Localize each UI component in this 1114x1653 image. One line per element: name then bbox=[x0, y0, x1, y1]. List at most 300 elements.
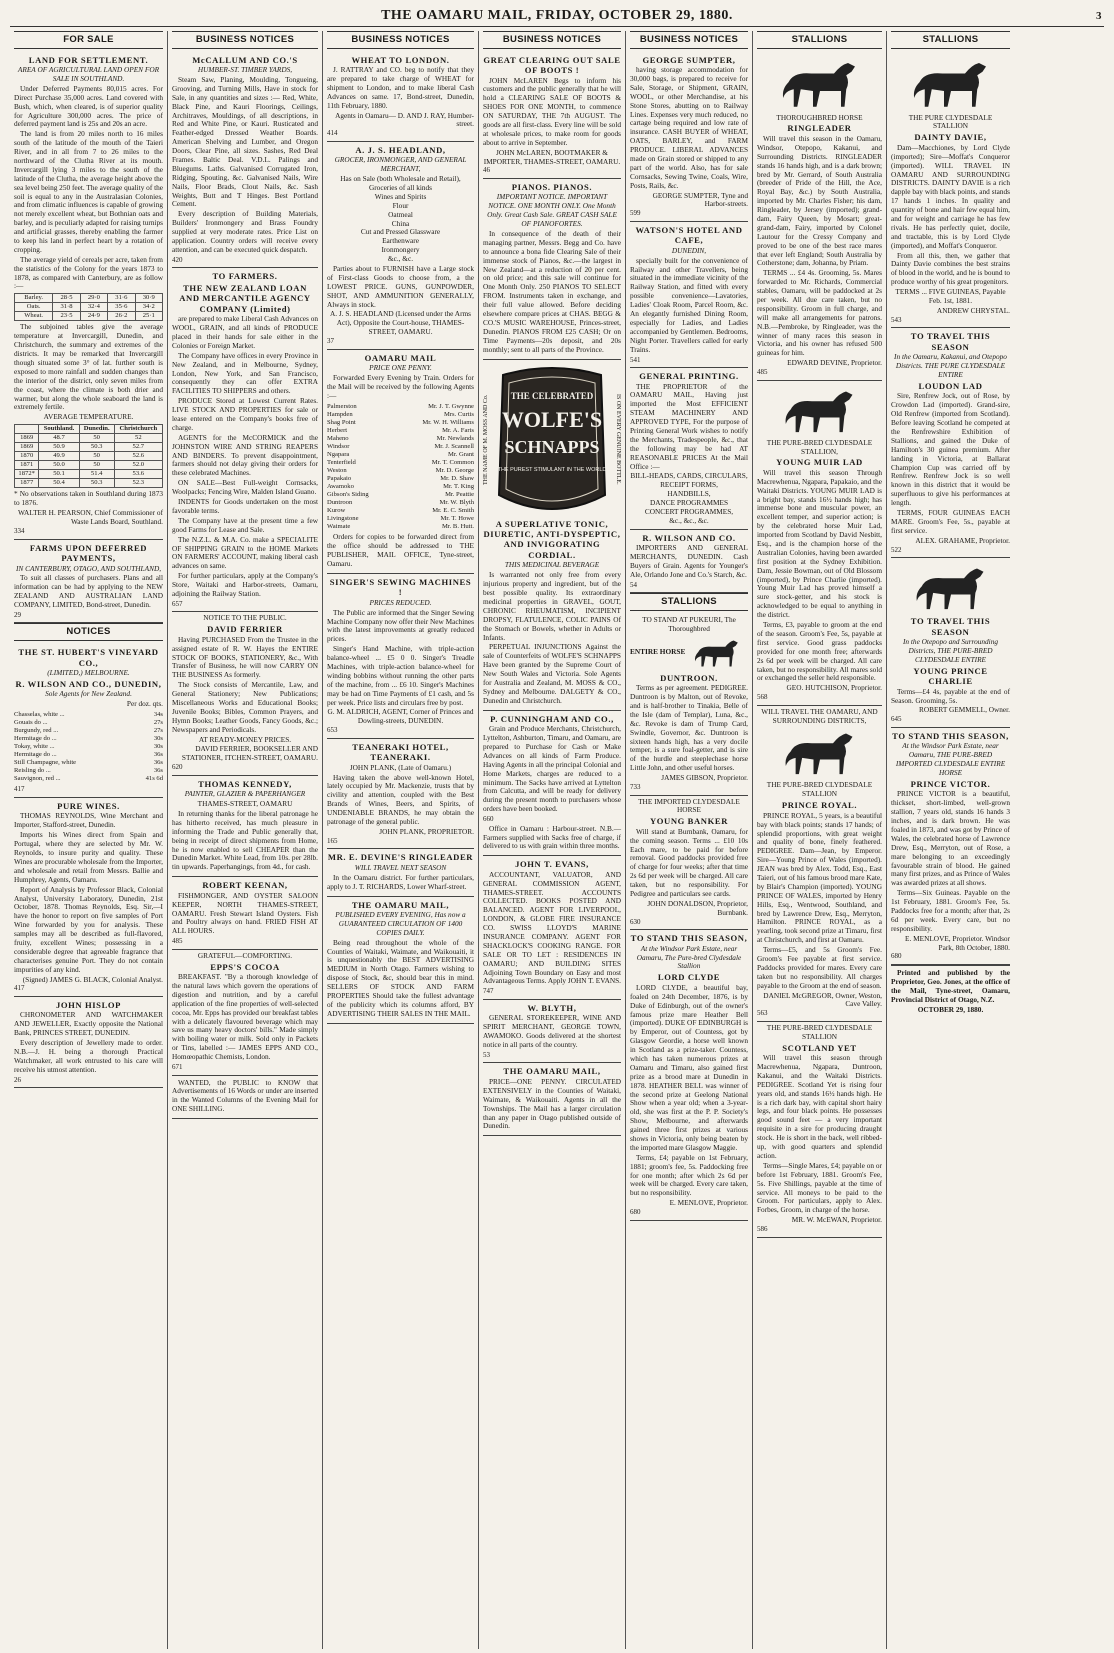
list-item bbox=[14, 751, 163, 759]
ad-number: 485 bbox=[172, 937, 183, 946]
ad-title: FARMS UPON DEFERRED PAYMENTS, bbox=[29, 542, 148, 564]
list-item bbox=[327, 419, 474, 427]
ad-title: THE OAMARU MAIL, bbox=[503, 1066, 601, 1077]
ad-loudon-lad bbox=[891, 328, 1010, 558]
ad-text: Is warranted not only free from every injurious property and ingredient, but of the best possible quality. Its extraordinary medicinal properties in GRAVEL, GOUT, CHRONIC RHEUMATISM, INCIPIENT DROPSY, FLATULENCE, COLIC PAINS Of the Stomach or Bowels, whether in Adults or Infants. bbox=[483, 570, 621, 642]
list-item bbox=[327, 467, 474, 475]
ad-david-ferrier bbox=[172, 612, 318, 775]
ad-text: AT READY-MONEY PRICES. bbox=[198, 734, 292, 744]
ad-number: 54 bbox=[630, 580, 637, 589]
ad-text: THOMAS REYNOLDS, Wine Merchant and Importer, Stafford-street, Dunedin. bbox=[14, 811, 163, 830]
list-item bbox=[327, 459, 474, 467]
ad-number: 522 bbox=[891, 545, 902, 554]
price-label: Per doz. qts. bbox=[126, 699, 163, 709]
ad-title: THE ST. HUBERT'S VINEYARD CO., bbox=[18, 647, 159, 668]
table-row bbox=[15, 294, 163, 303]
horse-name: SCOTLAND YET bbox=[782, 1042, 857, 1053]
table-cell: 53.6 bbox=[114, 470, 162, 479]
ad-number: 680 bbox=[891, 952, 902, 961]
column-5 bbox=[626, 31, 753, 1649]
agent-town: Kurow bbox=[327, 507, 346, 515]
horse-illustration bbox=[772, 56, 868, 112]
horse-illustration bbox=[903, 56, 999, 112]
list-item bbox=[14, 759, 163, 767]
ad-wilson-merchants bbox=[630, 530, 748, 594]
agent-name: Mr. Grant bbox=[447, 450, 474, 458]
table-cell: 50.9 bbox=[39, 443, 79, 452]
agent-name: Mr. T. Howe bbox=[440, 515, 474, 523]
ad-duntroon-horse bbox=[630, 614, 748, 796]
section-header-business-notices: BUSINESS NOTICES bbox=[172, 31, 318, 49]
column-7 bbox=[887, 31, 1014, 1649]
table-row bbox=[15, 303, 163, 312]
ad-text: The land is from 20 miles north to 16 miles south of the latitude of the mouth of the Taieri River, and in all from 7 to 26 miles to the northward of the Clutha River at its mouth. Invercargill lying 3 miles to the south of the latitude of the Clutha, the average height above the sea level being 250 feet. The average quality of the soil is equal to any in the Australasian Colonies, and from climatic influences is capable of growing not merely excellent wheat, but Bothnian oats and barley, and is peculiarly adapted for raising turnips and artificial grasses, thereby enabling the farmer to keep his land in perfect heart by a rotation of cropping. bbox=[14, 129, 163, 254]
table-cell: Oats. bbox=[15, 303, 53, 312]
ad-number: 414 bbox=[327, 129, 338, 138]
ad-text: Dam—Macchiones, by Lord Clyde (imported); Sire—Moffat's Conqueror (imported). WILL TRAVEL IN OAMARU AND SURROUNDING DISTRICTS. DAINTY DAVIE is a rich dapple bay with black points, and stands 17 hands 1 inches. In quality and quantity of bone and hair few equal him, and for weight and carriage he has few rivals. He has perfectly quiet, docile, and tractable, this is by Lord Clyde (imported), and Moffat's Conqueror. bbox=[891, 142, 1010, 250]
ad-signature: G. M. ALDRICH, AGENT, Corner of Princes and Dowling-streets, DUNEDIN. bbox=[327, 707, 474, 726]
ad-subtitle: In the Otepopo and Surrounding Districts, THE PURE-BRED CLYDESDALE ENTIRE bbox=[903, 637, 998, 664]
ad-text: INDENTS for Goods undertaken on the most favorable terms. bbox=[172, 497, 318, 515]
ad-text: Having PURCHASED From the Trustee in the assigned estate of R. W. Hayes the ENTIRE STOCK OF BOOKS, STATIONERY, &c., With Transfer of Business, he will now CARRY ON THE BUSINESS As formerly. bbox=[172, 634, 318, 680]
ad-headland-grocer bbox=[327, 142, 474, 350]
ad-subtitle: HUMBER-ST. TIMBER YARDS, bbox=[197, 65, 293, 75]
agent-name: Mr. Newlands bbox=[436, 434, 474, 442]
ad-subtitle: IMPORTANT NOTICE. IMPORTANT NOTICE. ONE MONTH ONLY. One Month Only. Great Cash Sale. GREAT CASH SALE OF PIANOFORTES. bbox=[487, 192, 617, 229]
table-row bbox=[15, 452, 163, 461]
agent-town: Hampden bbox=[327, 410, 353, 418]
list-item bbox=[14, 775, 163, 783]
agent-name: Mr. Peattie bbox=[445, 491, 474, 499]
agent-name: Mr. J. Scannell bbox=[434, 442, 474, 450]
table-cell: 29·0 bbox=[80, 294, 107, 303]
table-header-cell: Dunedin. bbox=[79, 425, 114, 434]
ad-text: For further particulars, apply at the Company's Store, Waitaki and Harbor-streets, Oamaru, adjoining the Railway Station. bbox=[172, 571, 318, 598]
ad-subtitle: (LIMITED,) MELBOURNE. bbox=[47, 668, 130, 678]
ad-number: 165 bbox=[327, 836, 338, 845]
agent-town: Ngapara bbox=[327, 450, 350, 458]
ad-number: 46 bbox=[483, 166, 490, 175]
ad-number: 26 bbox=[14, 1075, 21, 1084]
table-row bbox=[15, 312, 163, 321]
list-item: CONCERT PROGRAMMES, bbox=[644, 506, 734, 516]
ad-title: PURE WINES. bbox=[57, 801, 120, 811]
ad-signature: ANDREW CHRYSTAL. bbox=[936, 305, 1010, 315]
ad-text: The Public are informed that the Singer Sewing Machine Company now offer their New Machines with the latest improvements at greatly reduced prices. bbox=[327, 607, 474, 644]
agent-name: Mr. D. Shaw bbox=[440, 474, 474, 482]
ad-text: The subjoined tables give the average temperature at Invercargill, Dunedin, and Christchurch, the summary and extremes of the districts. It may be remarked that Invercargill though situated some 3° of lat. further south is exposed to more rainfall and sudden changes than the interior of the district, only seven miles from the coast, where the climate is both drier and warmer, but along the whole seaboard the land is extremely fertile. bbox=[14, 322, 163, 412]
ad-text: Terms—£4 4s, payable at the end of Season. Grooming, 5s. bbox=[891, 686, 1010, 705]
ad-title: TEANERAKI HOTEL, TEANERAKI. bbox=[352, 741, 449, 763]
list-item bbox=[14, 767, 163, 775]
table-cell: 23·5 bbox=[53, 312, 80, 321]
list-item bbox=[14, 727, 163, 735]
column-6 bbox=[753, 31, 887, 1649]
agent-name: Mr. W. H. Williams bbox=[422, 418, 474, 426]
schnapps-brand-line-3: SCHNAPPS bbox=[504, 436, 600, 457]
ad-text: Every description of Jewellery made to order. N.B.—J. H. being a thorough Practical Watchmaker, all work entrusted to his care will receive his utmost attention. bbox=[14, 1038, 163, 1074]
ad-title: GEORGE SUMPTER, bbox=[642, 54, 736, 65]
wine-price: 36s bbox=[153, 759, 163, 767]
horse-illustration bbox=[691, 636, 743, 670]
table-cell: 1871 bbox=[15, 461, 39, 470]
ad-title: JOHN T. EVANS, bbox=[515, 859, 589, 870]
list-item: HANDBILLS, bbox=[667, 489, 711, 499]
table-cell: 50.3 bbox=[79, 443, 114, 452]
table-cell: Wheat. bbox=[15, 312, 53, 321]
horse-name: DAINTY DAVIE, bbox=[914, 132, 987, 143]
ad-text: having storage accommodation for 30,000 bags, is prepared to receive for Sale, Storage, or Shipment, GRAIN, WOOL, or other Merchandise, at his Stone Stores, abutting on to Railway Lines. Expenses very much reduced, no cartage being required and low rate of insurance. CASH BUYER of WHEAT, OATS, BARLEY, and FARM PRODUCE. LIBERAL ADVANCES made on Grain stored or shipped to any part of the world. Also, has for sale Cornsacks, Sewing Twine, Coals, Wire, Posts, Rails, &c. bbox=[630, 65, 748, 190]
page-number: 3 bbox=[1096, 10, 1102, 22]
ad-signature: ALEX. GRAHAME, Proprietor. bbox=[915, 535, 1010, 545]
list-item bbox=[327, 403, 474, 411]
table-header-cell: Southland. bbox=[39, 425, 79, 434]
ad-subtitle: GROCER, IRONMONGER, AND GENERAL MERCHANT, bbox=[334, 155, 467, 174]
table-cell: 49.9 bbox=[39, 452, 79, 461]
ad-subtitle: WILL TRAVEL NEXT SEASON bbox=[354, 862, 447, 872]
agent-town: Duntroon bbox=[327, 499, 353, 507]
ad-text: Terms—Six Guineas. Payable on the 1st February, 1881. Groom's Fee, 5s. Paddocks free for a month; after that, 2s 6d per week. Every care, but no responsibility. bbox=[891, 888, 1010, 933]
list-item: Ironmongery bbox=[381, 245, 420, 255]
ad-farms-deferred bbox=[14, 540, 163, 624]
wine-name: Hermitage do ... bbox=[14, 751, 57, 759]
list-item: Has on Sale (both Wholesale and Retail), Groceries of all kinds bbox=[340, 174, 461, 192]
list-item bbox=[14, 719, 163, 727]
ad-number: 657 bbox=[172, 599, 183, 608]
section-header-for-sale: FOR SALE bbox=[14, 31, 163, 49]
ad-number: 671 bbox=[172, 1063, 183, 1071]
yield-table bbox=[14, 293, 163, 321]
ad-subtitle: PRICE ONE PENNY. bbox=[369, 363, 432, 373]
table-cell: 51.4 bbox=[79, 470, 114, 479]
ad-signature: JAMES GIBSON, Proprietor. bbox=[661, 773, 748, 783]
ad-text: Grain and Produce Merchants, Christchurch, Lyttelton, Ashburton, Timaru, and Oamaru, are prepared to Purchase for Cash or Make Advances on all kinds of Farm Produce. Having Agents in all the principal Colonial and Home Markets, charges are reduced to a minimum. The Sacks have arrived at Lyttelton from Calcutta, and will be ready for delivery during the present month to purchasers whose orders have been booked. bbox=[483, 724, 622, 814]
ad-text: Singer's Hand Machine, with triple-action balance-wheel ... £5 0 0. Singer's Treadle Machines, with triple-action balance-wheel for winding bobbins without running the other parts of the machine, from ... £6 10. Singer's Machines may be had on Time Payments of £1 cash, and 5s per week. Price lists and circulars free by post. bbox=[327, 644, 474, 707]
ad-signature: A. J. S. HEADLAND (Licensed under the Arms Act), Opposite the Court-house, THAMES-STREET, OAMARU. bbox=[329, 309, 472, 337]
horse-name: LOUDON LAD bbox=[918, 380, 983, 391]
wine-price: 36s bbox=[153, 767, 163, 775]
list-item bbox=[327, 443, 474, 451]
ad-pianos bbox=[483, 179, 621, 360]
ad-text: specially built for the convenience of Railway and other Travellers, being situated in the immediate vicinity of the Railway Station, and fitted with every possible convenience—Lavatories, Ladies' Cloak Room, Parcel Room, &c. An elegantly furnished Dining Room, especially for Ladies, and Ladies accompanied by Gentlemen. Bedrooms, Night Porter. Travellers called for early Trains. bbox=[630, 255, 748, 354]
list-item: Wines and Spirits bbox=[374, 191, 427, 201]
ad-signature: JOHN PLANK, PROPRIETOR. bbox=[379, 826, 474, 836]
table-row bbox=[15, 443, 163, 452]
table-row bbox=[15, 434, 163, 443]
ad-wheat-to-london bbox=[327, 52, 474, 142]
ad-text: Office in Oamaru : Harbour-street. N.B.—Farmers supplied with Sacks free of charge, if delivered to us with grain within three months. bbox=[483, 823, 621, 851]
ad-ringleader bbox=[757, 52, 882, 381]
horse-name: YOUNG PRINCE CHARLIE bbox=[913, 665, 988, 687]
ad-text: Terms as per agreement. PEDIGREE. Duntroon is by Malton, out of Revoke, and is half-brother to Tinakia, Belle of the Isle (dam of Templar), Luna, &c., &c. Revoke is dam of Trump Card, Swindle, Governor, &c. Duntroon is sixteen hands high, has a very docile temper, is a sure foal-getter, and is sire of the hurdle and steeplechase horse Little John, and other useful horses. bbox=[630, 683, 748, 773]
section-header-stallions: STALLIONS bbox=[757, 31, 882, 49]
list-item bbox=[327, 435, 474, 443]
ad-title: P. CUNNINGHAM AND CO., bbox=[490, 713, 614, 724]
table-cell: 28·5 bbox=[53, 294, 80, 303]
horse-name: YOUNG MUIR LAD bbox=[776, 457, 863, 468]
ad-subtitle: DUNEDIN, bbox=[671, 245, 707, 255]
list-item: RECEIPT FORMS, bbox=[660, 480, 718, 490]
ad-number: 586 bbox=[757, 1225, 768, 1234]
ad-subtitle: THE PURE-BRED CLYDESDALE STALLION, bbox=[766, 437, 873, 456]
table-cell: 1870 bbox=[15, 452, 39, 461]
ad-subtitle: PAINTER, GLAZIER & PAPERHANGER bbox=[184, 789, 306, 799]
list-item bbox=[327, 499, 474, 507]
ad-text: JOHN McLAREN Begs to inform his customers and the public generally that he will hold a CLEARING SALE OF BOOTS & SHOES FOR ONE MONTH, to commence ON SATURDAY, THE 7th AUGUST. The goods are all first-class. Every line will be sold at wholesale prices, to make room for goods about to arrive in September. bbox=[483, 75, 621, 147]
ad-general-printing bbox=[630, 368, 748, 530]
ad-title: WATSON'S HOTEL AND CAFE, bbox=[635, 224, 743, 246]
side-text-right: IS ON EVERY GENUINE BOTTLE. bbox=[615, 394, 621, 485]
table-cell: 52.6 bbox=[114, 452, 162, 461]
ad-signature: (Signed) JAMES G. BLACK, Colonial Analyst. bbox=[22, 974, 163, 984]
section-header-business-notices: BUSINESS NOTICES bbox=[483, 31, 621, 49]
list-item: &c., &c., &c. bbox=[669, 515, 709, 525]
ad-signature: ROBERT GEMMELL, Owner. bbox=[918, 705, 1010, 715]
column-2 bbox=[168, 31, 323, 1649]
ad-text: AGENTS for the McCORMICK and the JOHNSTON WIRE AND STRING REAPERS AND BINDERS. To prevent disappointment, farmers should not delay giving their orders for these celebrated Machines. bbox=[172, 432, 318, 478]
ad-title: LAND FOR SETTLEMENT. bbox=[28, 54, 149, 65]
ad-text: Terms—£5, and 5s Groom's Fee. Groom's Fee payable at first service. Paddocks provided for mares. Every care taken but no responsibility. All charges payable to the Groom at the end of season. bbox=[757, 945, 882, 990]
ad-title: McCALLUM AND CO.'S bbox=[192, 54, 298, 65]
wine-name: Still Champagne, white bbox=[14, 759, 77, 767]
ad-prince-royal bbox=[757, 706, 882, 1022]
table-cell: 52 bbox=[114, 434, 162, 443]
ad-number: 568 bbox=[757, 693, 768, 702]
ad-cunningham bbox=[483, 711, 621, 857]
imprint-date: OCTOBER 29, 1880. bbox=[917, 1004, 984, 1014]
wine-name: Tokay, white ... bbox=[14, 743, 55, 751]
ad-nz-loan bbox=[172, 268, 318, 612]
ad-title: GENERAL PRINTING. bbox=[639, 371, 739, 382]
table-header-cell: Christchurch bbox=[114, 425, 162, 434]
ad-subtitle: In the Oamaru, Kakanui, and Otepopo Districts. THE PURE CLYDESDALE ENTIRE bbox=[894, 352, 1007, 380]
ad-oamaru-mail bbox=[327, 350, 474, 574]
ad-title: OAMARU MAIL bbox=[364, 352, 437, 363]
list-item: BILL-HEADS, CARDS, CIRCULARS, bbox=[630, 471, 748, 481]
ad-text: THE PROPRIETOR of the OAMARU MAIL, Having just imported the Most EFFICIENT STEAM MACHINERY AND APPROVED TYPE, For the purpose of Printing General Work wishes to notify the Merchants, Tradespeople, &c., that the following may be had AT REASONABLE PRICES At the Mail Office :— bbox=[630, 381, 748, 471]
ad-signature: Agents in Oamaru— D. AND J. RAY, Humber-street. bbox=[335, 110, 474, 129]
table-cell: 48.7 bbox=[39, 434, 79, 443]
ad-subtitle: GRATEFUL—COMFORTING. bbox=[197, 950, 293, 960]
table-cell: 50.3 bbox=[79, 479, 114, 488]
ad-oamaru-mail-circulation bbox=[327, 897, 474, 1024]
table-cell: 35·6 bbox=[108, 303, 135, 312]
section-header-stallions: STALLIONS bbox=[630, 593, 748, 611]
ad-text: In consequence of the death of their managing partner, Messrs. Begg and Co. have to announce a bona fide Clearing Sale of their immense stock of Pianos, &c.—the largest in New Zealand—at a reduction of 20 per cent. on old price; and this sale will continue for One Month Only. 250 PIANOS TO SELECT FROM. Instruments taken in exchange, and their full value allowed. Before deciding elsewhere compare prices at CHAS. BEGG & CO.'S MUSIC WAREHOUSE, Princes-street, Dunedin. PIANOS FROM £25 CASH; Or on Time Payments—20s deposit, and 20s monthly; sent to all parts of the Province. bbox=[483, 229, 621, 354]
ad-number: 630 bbox=[630, 917, 641, 926]
agent-name: R. WILSON AND CO., DUNEDIN, bbox=[15, 678, 162, 689]
agent-town: Maheno bbox=[327, 434, 349, 442]
agent-town: Livingstone bbox=[327, 515, 359, 523]
ad-number: 733 bbox=[630, 782, 641, 791]
ad-text: To suit all classes of purchasers. Plans and all information can be had by applying to the NEW ZEALAND AND AUSTRALIAN LAND COMPANY, LIMITED, Bond-street, Dunedin. bbox=[14, 573, 163, 610]
agent-town: Weston bbox=[327, 466, 347, 474]
section-label: TO FARMERS. bbox=[212, 271, 278, 282]
ad-text: FISHMONGER, AND OYSTER SALOON KEEPER, NORTH THAMES-STREET, OAMARU. Fresh Stewart Island Oysters. Fish and Poultry always on hand. FRIED FISH AT ALL HOURS. bbox=[172, 890, 318, 936]
ad-subtitle: At the Windsor Park Estate, near Oamaru, The Pure-bred Clydesdale Stallion bbox=[636, 943, 742, 971]
section-header-notices: NOTICES bbox=[14, 623, 163, 641]
table-cell: 31·8 bbox=[53, 303, 80, 312]
table-row bbox=[15, 479, 163, 488]
table-cell: 32·4 bbox=[80, 303, 107, 312]
ad-signature: DAVID FERRIER, BOOKSELLER AND STATIONER, ITCHEN-STREET, OAMARU. bbox=[181, 744, 318, 763]
ad-subtitle: IN CANTERBURY, OTAGO, AND SOUTHLAND, bbox=[15, 563, 162, 573]
ad-text: Having taken the above well-known Hotel, lately occupied by Mr. Mackenzie, trusts that by civility and attention, coupled with the Best Brands of Wines, Beers, and Spirits, of UNDENIABLE BRANDS, he may obtain the patronage of the general public. bbox=[327, 772, 474, 827]
temperature-table bbox=[14, 424, 163, 488]
ad-text: Parties about to FURNISH have a Large stock of First-class Goods to choose from, a the LOWEST PRICE. GUNS, GUNPOWDER, SHOT, AND AMMUNITION GENERALLY, Always in stock. bbox=[327, 264, 474, 309]
ad-lord-clyde bbox=[630, 930, 748, 1220]
ad-text: Steam Saw, Planing, Moulding, Tongueing, Grooving, and Turning Mills, Have in stock for Sale, in any quantities and sizes :— Red, White, Black Pine, and Kauri Floorings, Ceilings, Architraves, Mouldings, of all descriptions, in Red and White Pine, or Kauri. Rusticated and Feather-edged Dressed Weather Boards. American Shelving and Lumber, and Oregon Doors, Clear Pine, all sizes. Sashes, Red Deal Frames. Baltic Deal. V.D.L. Palings and Bluegums. Laths. Galvanised Corrugated Iron, Ridging, Spouting, &c. Galvanised Nails, Wire Nails, Floor Brads, Clout Nails, &c. Sash Weights, Butt and T Hinges. Best Portland Cement. bbox=[172, 74, 318, 209]
ad-title: MR. E. DEVINE'S RINGLEADER bbox=[327, 852, 474, 863]
ad-subtitle: AREA OF AGRICULTURAL LAND OPEN FOR SALE IN SOUTHLAND. bbox=[17, 65, 160, 83]
ad-title: A SUPERLATIVE TONIC, DIURETIC, ANTI-DYSPEPTIC, AND INVIGORATING CORDIAL. bbox=[483, 518, 621, 560]
table-row bbox=[15, 461, 163, 470]
ad-title: WILL TRAVEL THE OAMARU, AND SURROUNDING DISTRICTS, bbox=[761, 706, 878, 725]
ad-signature: GEORGE SUMPTER, Tyne and Harbor-streets. bbox=[652, 190, 748, 209]
ad-text: Will travel this season through Macrewhenua, Ngapara, Duntroon, Kakanui, and the Waitaki Districts. PEDIGREE. Scotland Yet is rising four years old, and stands 16½ hands high. He is a rich dark bay, with capital short hairy legs, and four black points. He possesses good sound feet — a very important requisite in a sire for producing draught stock. He is short in the back, well ribbed-up, with good quarters and splendid action. bbox=[757, 1053, 882, 1160]
ad-number: 620 bbox=[172, 763, 183, 772]
table-cell: 1869 bbox=[15, 434, 39, 443]
list-item bbox=[327, 491, 474, 499]
ad-text: Report of Analysis by Professor Black, Colonial Analyst, University Laboratory, Dunedin, 21st October, 1878. Thomas Reynolds, Esq. Sir,—I have the honor to report on five samples of Port Wine forwarded by you for analysis. These samples may all be described as full-flavored, fruity, excellent Wines; possessing in a considerable degree that agreeable fragrance that characterises genuine Port. They do not contain impurities of any kind. bbox=[14, 884, 163, 974]
agent-name: Mr. B. Hutt. bbox=[441, 523, 474, 531]
agent-name: Mr. T. King bbox=[443, 483, 474, 491]
printing-items-list bbox=[630, 472, 748, 525]
table-cell: 50.1 bbox=[39, 470, 79, 479]
ad-young-banker bbox=[630, 796, 748, 931]
ad-text: The Company have at the present time a few good Farms for Lease and Sale. bbox=[172, 515, 318, 534]
ad-label: ENTIRE HORSE bbox=[630, 647, 686, 657]
ad-text: BREAKFAST. "By a thorough knowledge of the natural laws which govern the operations of digestion and nutrition, and by a careful application of the fine properties of well-selected cocoa, Mr. Epps has provided our breakfast tables with a delicately flavoured beverage which may save us many heavy doctors' bills." Made simply with boiling water or milk. Sold only in Packets or Tins, labelled :— JAMES EPPS AND CO., Homœopathic Chemists, London. bbox=[172, 972, 318, 1062]
list-item bbox=[14, 743, 163, 751]
ad-signature: JOHN McLAREN, BOOTMAKER & IMPORTER, THAMES-STREET, OAMARU. bbox=[483, 147, 621, 166]
ad-title: R. WILSON AND CO. bbox=[642, 532, 736, 543]
list-item bbox=[327, 475, 474, 483]
agent-name: Mr. W. Blyth bbox=[439, 499, 474, 507]
ad-text: Being read throughout the whole of the Counties of Waitaki, Waimate, and Waikouaiti, it is unquestionably the BEST ADVERTISING MEDIUM in North Otago. Farmers wishing to dispose of Stock, &c, should bear this in mind. SELLERS OF STOCK AND FARM PROPERTIES Should take the fullest advantage of the publicity which its columns afford, BY ADVERTISING THEIR SALES IN THE MAIL. bbox=[327, 937, 474, 1018]
ad-signature: JOHN DONALDSON, Proprietor, Burnbank. bbox=[647, 898, 748, 917]
ad-number: 599 bbox=[630, 209, 641, 218]
schnapps-label-illustration bbox=[493, 365, 611, 515]
list-item: China bbox=[391, 218, 410, 228]
table-cell: 50 bbox=[79, 461, 114, 470]
table-caption: AVERAGE TEMPERATURE. bbox=[43, 412, 134, 422]
table-cell: 50.0 bbox=[39, 461, 79, 470]
table-cell: 52.7 bbox=[114, 443, 162, 452]
ad-text: TERMS ... £4 4s. Grooming, 5s. Mares forwarded to Mr. Richards, Commercial stables, Oamaru, will be paddocked at 2s per week. All due care taken, but no responsibility. Groom in full charge, and will make all arrangements for patrons. N.B.—Pembroke, by Ringleader, was the winner of many races this season in Victoria, and his owner has refused 500 guineas for him. bbox=[757, 268, 882, 358]
ad-text: Under Deferred Payments 80,015 acres. For Direct Purchase 35,000 acres. Land covered with Bush, which, when cleared, is of superior quality for Agriculture 300,000 acres. The price of deferred payment land is 25s and 20s an acre. bbox=[14, 83, 163, 129]
table-cell: 26·2 bbox=[108, 312, 135, 321]
list-item: Earthenware bbox=[382, 236, 419, 246]
horse-name: LORD CLYDE bbox=[657, 972, 721, 983]
wine-name: Sauvignon, red ... bbox=[14, 775, 61, 783]
ad-title: TO TRAVEL THIS SEASON bbox=[910, 616, 991, 637]
horse-illustration bbox=[775, 385, 865, 437]
list-item bbox=[327, 523, 474, 531]
ad-number: 680 bbox=[630, 1208, 641, 1217]
ad-text: The Company have offices in every Province in New Zealand, and in Melbourne, Sydney, London, New York, and San Francisco, consequently they can offer EXTRA FACILITIES TO SHIPPERS and others. bbox=[172, 350, 318, 396]
agent-town: Palmerston bbox=[327, 402, 357, 410]
list-item: Flour bbox=[392, 200, 409, 210]
wine-name: Hermitage do ... bbox=[14, 735, 57, 743]
masthead-title: THE OAMARU MAIL, FRIDAY, OCTOBER 29, 1880. bbox=[381, 8, 733, 23]
ad-young-muir-lad bbox=[757, 381, 882, 706]
ad-text: The N.Z.L. & M.A. Co. make a SPECIALITE OF SHIPPING GRAIN to the HOME Markets ON FARMERS' ACCOUNT, making liberal cash advances on same. bbox=[172, 534, 318, 571]
table-cell: 25·1 bbox=[135, 312, 162, 321]
agent-name: Mr. D. George bbox=[435, 466, 474, 474]
ad-number: 53 bbox=[483, 1050, 490, 1059]
list-item: &c., &c. bbox=[387, 254, 414, 264]
ad-number: 645 bbox=[891, 715, 902, 724]
ad-number: 653 bbox=[327, 726, 338, 735]
schnapps-brand-line-2: WOLFE'S bbox=[501, 406, 603, 432]
wine-price-list bbox=[14, 711, 163, 783]
wine-price: 27s bbox=[153, 719, 163, 727]
wine-price: 36s bbox=[153, 751, 163, 759]
agent-sub: Sole Agents for New Zealand. bbox=[45, 689, 132, 699]
ad-text: ACCOUNTANT, VALUATOR, AND GENERAL COMMISSION AGENT, THAMES-STREET. ACCOUNTS COLLECTED. BOOKS POSTED AND BALANCED. AGENT FOR LIVERPOOL, LONDON, & GLOBE FIRE INSURANCE CO. SWISS LLOYD'S MARINE INSURANCE COMPANY. AGENT FOR SHACKLOCK'S COOKING RANGE. FOR SALE OR TO LET : RESIDENCES IN OAMARU; AND BUILDING SITES Adjoining Town Boundary on Easy and most Advantageous Terms. Apply JOHN T. EVANS. bbox=[483, 869, 621, 986]
ad-robert-keenan bbox=[172, 877, 318, 949]
ad-text: Will travel this season in the Oamaru, Windsor, Otepopo, Kakanui, and Surrounding Districts. RINGLEADER stands 16 hands high, and is a dark brown; bred by Mr. Gerrard, of South Australia (breeder of Pride of the Hill, the Ace, Royal Bay, &c.) by South Australia, imported by Mr. Charles Fisher; his dam, Ringleader, by Jersey (imported); grand-dam, Fairy Queen, by Mosart; great-grand-dam, Fairy, imported by Colonel Lautour for the Cressy Company and proved to be one of the best race mares that ever left England; South Australia by Cotherstone; dam, Johanna, by Priam. bbox=[757, 133, 882, 268]
ad-thomas-kennedy bbox=[172, 776, 318, 878]
imprint-text: Printed and published by the Proprietor, Geo. Jones, at the office of the Mail, Tyne-street, Oamaru, Provincial District of Otago, N.Z. bbox=[891, 968, 1010, 1004]
agent-town: Awamoko bbox=[327, 483, 354, 491]
ad-text: The average yield of cereals per acre, taken from the statistics of the Colony for the years 1873 to 1878, as compared with Canterbury, are as follow :— bbox=[14, 254, 163, 291]
ad-title: THOMAS KENNEDY, bbox=[198, 778, 292, 789]
ad-title: ROBERT KEENAN, bbox=[202, 880, 288, 891]
ad-number: 747 bbox=[483, 987, 494, 996]
ad-number: 417 bbox=[14, 785, 25, 794]
ad-text: Will travel this season Through Macrewhenua, Ngapara, Papakaio, and the Waitaki Districts. YOUNG MUIR LAD is a bright bay, stands 16½ hands high; has immense bone and muscular power, an excellent temper, and superior action; is by the celebrated horse Muir Lad, imported from Scotland by David Nesbitt, Esq., and is the champion horse of the Australian Colonies, having been awarded first position at the Sydney Exhibition. Dam, Jessie Bowman, out of Old Blossom (imported), by Prince Charlie (imported). Young Muir Lad has proved himself a sure stock-getter, and his stock is acknowledged to be equal to anything in the district. bbox=[757, 467, 883, 620]
ad-number: 660 bbox=[483, 815, 494, 824]
ad-subtitle: THE PURE CLYDESDALE STALLION bbox=[908, 112, 993, 131]
ad-number: 334 bbox=[14, 527, 25, 535]
ad-st-huberts-vineyard bbox=[14, 644, 163, 798]
ad-name: JOHN PLANK, (Late of Oamaru.) bbox=[349, 762, 452, 772]
section-header-business-notices: BUSINESS NOTICES bbox=[630, 31, 748, 49]
table-cell: 50.4 bbox=[39, 479, 79, 488]
ad-subtitle: At the Windsor Park Estate, near Oamaru, THE PURE-BRED IMPORTED CLYDESDALE ENTIRE HORSE bbox=[895, 741, 1006, 778]
wine-price: 27s bbox=[153, 727, 163, 735]
ad-title: W. BLYTH, bbox=[527, 1002, 577, 1013]
ad-number: 417 bbox=[14, 984, 25, 993]
list-item bbox=[14, 711, 163, 719]
ad-text: PRODUCE Stored at Lowest Current Rates. LIVE STOCK AND PROPERTIES for sale or lease entered on the Company's books free of charge. bbox=[172, 396, 318, 432]
ad-ringleader-notice bbox=[327, 849, 474, 896]
ad-number: 29 bbox=[14, 610, 21, 619]
agent-town: Herbert bbox=[327, 426, 348, 434]
ad-title: EPPS'S COCOA bbox=[210, 961, 280, 972]
table-cell: 30·9 bbox=[135, 294, 162, 303]
table-cell: Barley. bbox=[15, 294, 53, 303]
ad-text: Terms, £4; payable on 1st February, 1881; groom's fee, 5s. Paddocking free for one month; after which 2s 6d per week will be charged. Every care taken, but no responsibility. bbox=[630, 1152, 748, 1198]
ad-title: WHEAT TO LONDON. bbox=[351, 54, 450, 65]
ad-george-sumpter bbox=[630, 52, 748, 222]
ad-text: IMPORTERS AND GENERAL MERCHANTS, DUNEDIN. Cash Buyers of Grain. Agents for Younger's Ale, Orlando Jone and Co.'s Starch, &c. bbox=[630, 543, 748, 579]
wine-name: Reisling do ... bbox=[14, 767, 51, 775]
side-text-left: THE NAME OF M. MOSS AND Co. bbox=[483, 394, 489, 485]
list-item bbox=[327, 411, 474, 419]
ad-w-blyth bbox=[483, 1000, 621, 1064]
list-item bbox=[14, 735, 163, 743]
ad-john-evans bbox=[483, 856, 621, 1000]
ad-title: JOHN HISLOP bbox=[55, 999, 122, 1010]
ad-text: PRINCE ROYAL, 5 years, is a beautiful bay with black points; stands 17 hands; of splendid proportions, with great weight and quality of bone, finely feathered. PEDIGREE. Dam—Jean, by Emperor. Sire—Young Prince of Wales (imported). JEAN was bred by Alex. Todd, Esq., East Taieri, out of his famous brood mare Kate, by Blair's Champion (imported). YOUNG PRINCE OF WALES, imported by Henry Hills, Esq., Wentwood, Southland, and bred by Lawrence Drew, Esq., Merryton, Hamilton. PRINCE ROYAL, as a yearling, took second prize at Timaru, first at Christchurch, and first at Oamaru. bbox=[757, 810, 882, 945]
goods-list bbox=[327, 175, 474, 264]
agent-town: Gibson's Siding bbox=[327, 491, 369, 499]
ad-text: Terms, £3, payable to groom at the end of the season. Groom's Fee, 5s, payable at first service. Good grass paddocks provided for one month free; afterwards 2s 6d per week will be charged. All care taken, but no responsibility. All mares sold or exchanged the seller held responsible. bbox=[757, 620, 882, 683]
section-header-business-notices: BUSINESS NOTICES bbox=[327, 31, 474, 49]
